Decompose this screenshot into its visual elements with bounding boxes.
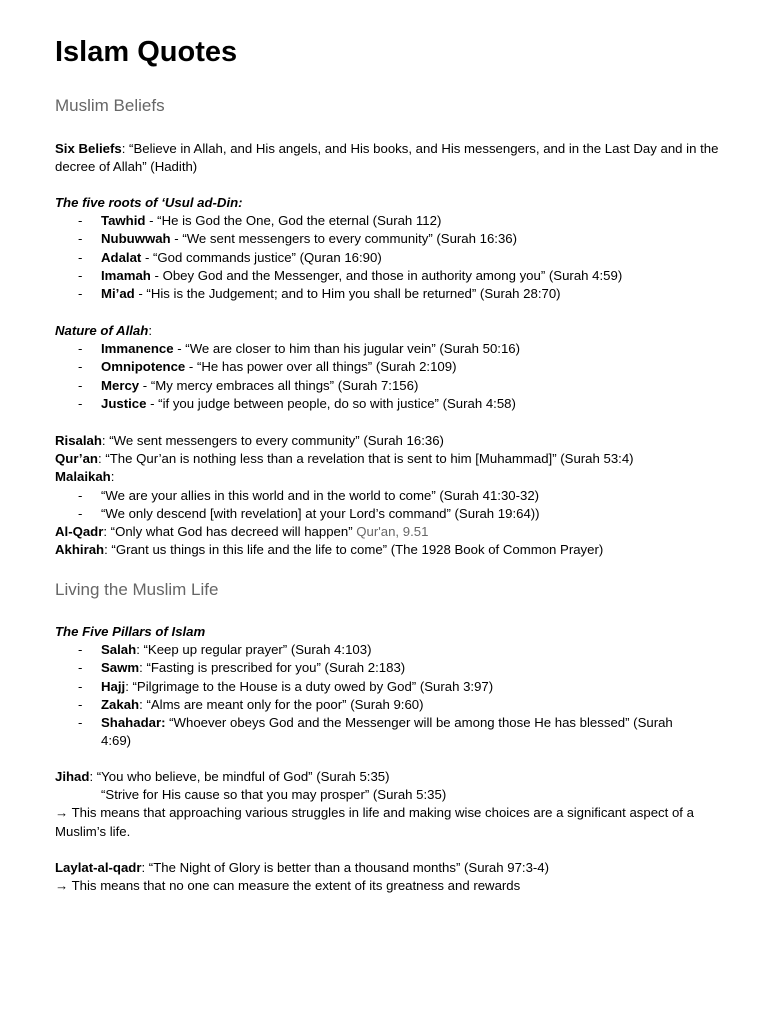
alqadr-label: Al-Qadr: [55, 524, 104, 540]
quran-label: Qur’an: [55, 451, 98, 467]
alqadr-text: : “Only what God has decreed will happen”: [103, 524, 357, 540]
list-item: - Immanence - “We are closer to him than his jugular vein” (Surah 50:16): [78, 341, 521, 357]
laylat-label: Laylat-al-qadr: [55, 860, 142, 875]
list-item: - Imamah - Obey God and the Messenger, and those in authority among you” (Surah 4:59): [78, 267, 623, 283]
laylat-text: : “The Night of Glory is better than a thousand months” (Surah 97:3-4): [141, 860, 550, 875]
list-item: - Mercy - “My mercy embraces all things” (Surah 7:156): [78, 377, 419, 393]
six-beliefs-label: Six Beliefs: [55, 141, 122, 156]
item-label: Nubuwwah: [101, 231, 171, 247]
item-label: Justice: [101, 395, 147, 411]
malaikah-line: [55, 468, 728, 486]
item-label: Adalat: [101, 249, 142, 265]
item-text: - “He is God the One, God the eternal (Surah 112): [145, 213, 442, 229]
item-text: : “Keep up regular prayer” (Surah 4:103): [136, 642, 372, 658]
nature-heading: Nature of Allah: [55, 323, 149, 338]
list-item: - Salah: “Keep up regular prayer” (Surah 4:103): [78, 642, 372, 658]
list-item: - Sawm: “Fasting is prescribed for you” (Surah 2:183): [78, 660, 406, 676]
quran-line: [55, 450, 728, 468]
list-item: - Mi’ad - “His is the Judgement; and to Him you shall be returned” (Surah 28:70): [78, 286, 561, 302]
jihad-label: Jihad: [55, 769, 90, 784]
item-label: Tawhid: [101, 213, 146, 229]
five-roots-heading: The five roots of ‘Usul ad-Din:: [55, 195, 243, 210]
jihad-text: : “You who believe, be mindful of God” (Surah 5:35): [89, 769, 390, 784]
laylat-section: [55, 859, 728, 895]
alqadr-line: [55, 523, 728, 541]
item-label: Zakah: [101, 696, 140, 712]
item-label: Shahadar:: [101, 715, 166, 731]
nature-of-allah-section: [55, 322, 728, 413]
list-item: - Shahadar: “Whoever obeys God and the Messenger will be among those He has blessed” (Surah 4:69): [78, 715, 673, 749]
risalah-line: [55, 432, 728, 450]
page-title: Islam Quotes: [55, 36, 238, 68]
concepts-section: [55, 432, 728, 559]
list-item: - Hajj: “Pilgrimage to the House is a duty owed by God” (Surah 3:97): [78, 678, 494, 694]
laylat-line: [55, 859, 728, 877]
five-pillars-heading: The Five Pillars of Islam: [55, 624, 206, 639]
heading-muslim-beliefs: Muslim Beliefs: [55, 96, 165, 115]
item-label: Sawm: [101, 660, 140, 676]
item-label: Mi’ad: [101, 286, 135, 302]
malaikah-list: [55, 487, 728, 523]
item-text: - Obey God and the Messenger, and those in authority among you” (Surah 4:59): [150, 267, 623, 283]
malaikah-label: Malaikah: [55, 469, 111, 485]
five-pillars-list: [55, 641, 728, 750]
item-text: - “He has power over all things” (Surah 2:109): [185, 359, 457, 375]
jihad-note: → This means that approaching various struggles in life and making wise choices are a significant aspect of a Muslim’s life.: [55, 805, 694, 839]
item-text: - “We sent messengers to every community” (Surah 16:36): [170, 231, 518, 247]
alqadr-reference: Qur'an, 9.51: [356, 524, 429, 540]
jihad-section: [55, 768, 728, 841]
item-text: - “My mercy embraces all things” (Surah 7:156): [139, 377, 419, 393]
list-item: - Adalat - “God commands justice” (Quran 16:90): [78, 249, 382, 265]
jihad-line-2: “Strive for His cause so that you may prosper” (Surah 5:35): [101, 787, 447, 803]
item-label: Hajj: [101, 678, 126, 694]
item-label: Imamah: [101, 267, 151, 283]
nature-list: [55, 340, 728, 413]
list-item: - “We only descend [with revelation] at your Lord’s command” (Surah 19:64)): [78, 505, 540, 521]
risalah-text: : “We sent messengers to every community” (Surah 16:36): [101, 433, 444, 448]
item-text: “We are your allies in this world and in the world to come” (Surah 41:30-32): [101, 487, 540, 503]
malaikah-text: :: [110, 469, 115, 485]
list-item: - “We are your allies in this world and in the world to come” (Surah 41:30-32): [78, 487, 540, 503]
six-beliefs-text: : “Believe in Allah, and His angels, and His books, and His messengers, and in the Last Day and in the decree of Allah” (Hadith): [55, 141, 719, 175]
five-roots-list: [55, 212, 728, 303]
item-text: “Whoever obeys God and the Messenger will be among those He has blessed” (Surah 4:69): [101, 715, 673, 749]
jihad-line: [55, 768, 728, 786]
five-roots-section: [55, 194, 728, 303]
akhirah-line: [55, 541, 728, 559]
item-text: : “Alms are meant only for the poor” (Surah 9:60): [139, 696, 424, 712]
quran-text: : “The Qur’an is nothing less than a revelation that is sent to him [Muhammad]” (Surah 53:4): [98, 451, 634, 467]
item-text: - “His is the Judgement; and to Him you shall be returned” (Surah 28:70): [134, 286, 561, 302]
item-text: “We only descend [with revelation] at your Lord’s command” (Surah 19:64)): [101, 505, 540, 521]
item-text: - “We are closer to him than his jugular vein” (Surah 50:16): [173, 341, 521, 357]
item-label: Omnipotence: [101, 359, 186, 375]
list-item: - Tawhid - “He is God the One, God the eternal (Surah 112): [78, 213, 442, 229]
item-text: - “God commands justice” (Quran 16:90): [141, 249, 382, 265]
nature-colon: :: [148, 323, 152, 338]
item-text: - “if you judge between people, do so with justice” (Surah 4:58): [146, 395, 516, 411]
item-label: Immanence: [101, 341, 174, 357]
list-item: - Nubuwwah - “We sent messengers to every community” (Surah 16:36): [78, 231, 518, 247]
item-text: : “Pilgrimage to the House is a duty owed by God” (Surah 3:97): [125, 678, 494, 694]
laylat-note: → This means that no one can measure the extent of its greatness and rewards: [55, 878, 521, 894]
list-item: - Zakah: “Alms are meant only for the poor” (Surah 9:60): [78, 696, 424, 712]
item-label: Mercy: [101, 377, 140, 393]
list-item: - Omnipotence - “He has power over all things” (Surah 2:109): [78, 359, 457, 375]
item-text: : “Fasting is prescribed for you” (Surah 2:183): [139, 660, 406, 676]
akhirah-label: Akhirah: [55, 542, 105, 558]
list-item: - Justice - “if you judge between people, do so with justice” (Surah 4:58): [78, 395, 516, 411]
heading-living-muslim-life: Living the Muslim Life: [55, 580, 219, 599]
risalah-label: Risalah: [55, 433, 102, 448]
nature-heading-line: [55, 322, 728, 340]
six-beliefs-paragraph: [55, 140, 728, 176]
akhirah-text: : “Grant us things in this life and the life to come” (The 1928 Book of Common Prayer): [104, 542, 604, 558]
item-label: Salah: [101, 642, 137, 658]
five-pillars-section: [55, 623, 728, 750]
